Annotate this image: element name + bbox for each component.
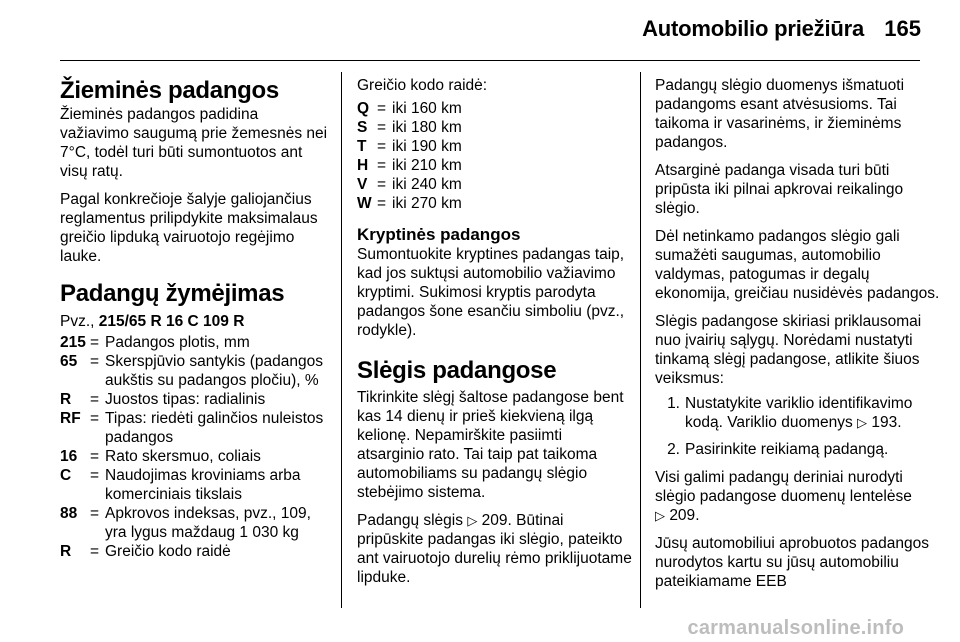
example-code: 215/65 R 16 C 109 R xyxy=(98,313,245,330)
definition-row xyxy=(60,466,330,504)
definition-row xyxy=(60,447,330,466)
equals-sign: = xyxy=(90,391,100,408)
column-1 xyxy=(60,62,330,561)
speed-letter: S xyxy=(357,119,368,136)
definition-text: Tipas: riedėti galinčios nuleistos padangos xyxy=(105,410,324,446)
definition-text: Greičio kodo raidė xyxy=(105,543,231,560)
definition-text: Juostos tipas: radialinis xyxy=(105,391,266,408)
step-text: Pasirinkite reikiamą padangą. xyxy=(685,441,889,458)
equals-sign: = xyxy=(90,334,100,351)
definition-row xyxy=(60,409,330,447)
equals-sign: = xyxy=(90,410,100,427)
definition-row xyxy=(60,352,330,390)
definition-row xyxy=(60,333,330,352)
speed-letter: Q xyxy=(357,100,370,117)
speed-row xyxy=(357,99,632,118)
list-item xyxy=(655,394,940,432)
speed-letter: T xyxy=(357,138,367,155)
definition-text: Apkrovos indeksas, pvz., 109, yra lygus maždaug 1 030 kg xyxy=(105,505,311,541)
example-prefix: Pvz., xyxy=(60,313,99,330)
definition-text: Naudojimas kroviniams arba komerciniais tikslais xyxy=(105,467,301,503)
definition-row xyxy=(60,504,330,542)
tyre-pressure-heading: Slėgis padangose xyxy=(357,357,557,384)
text-segment: Nustatykite variklio identifikavimo kodą. Variklio duomenys xyxy=(685,395,913,431)
column-divider-1 xyxy=(341,72,342,608)
speed-limit: iki 190 km xyxy=(392,138,462,155)
directional-tyres-heading: Kryptinės padangos xyxy=(357,225,521,244)
page-reference[interactable]: 209 xyxy=(481,512,508,529)
speed-row xyxy=(357,137,632,156)
spare-tyre-paragraph: Atsarginė padanga visada turi būti pripūsta iki pilnai apkrovai reikalingo slėgio. xyxy=(655,162,904,217)
equals-sign: = xyxy=(90,467,100,484)
equals-sign: = xyxy=(377,100,387,117)
definition-term: R xyxy=(60,391,72,408)
definition-term: R xyxy=(60,543,72,560)
tyre-marking-example xyxy=(60,312,330,331)
speed-letter: V xyxy=(357,176,368,193)
definition-term: 88 xyxy=(60,505,78,522)
winter-tyres-paragraph-1: Žieminės padangos padidina važiavimo saugumą prie žemesnės nei 7°C, todėl turi būti sumontuotos ant visų ratų. xyxy=(60,106,328,180)
text-segment: Visi galimi padangų deriniai nurodyti slėgio padangose duomenų lentelėse xyxy=(655,469,912,505)
pressure-data-paragraph: Padangų slėgio duomenys išmatuoti padangoms esant atvėsusioms. Tai taikoma ir vasarinėms, ir žieminėms padangos. xyxy=(655,77,905,151)
equals-sign: = xyxy=(377,157,387,174)
speed-row xyxy=(357,156,632,175)
equals-sign: = xyxy=(90,543,100,560)
equals-sign: = xyxy=(90,505,100,522)
definition-text: Rato skersmuo, coliais xyxy=(105,448,261,465)
page-number: 165 xyxy=(884,16,921,41)
definition-term: 65 xyxy=(60,353,78,370)
definition-term: C xyxy=(60,467,72,484)
step-number: 2. xyxy=(667,441,680,458)
speed-row xyxy=(357,194,632,213)
watermark: carmanualsonline.info xyxy=(687,617,904,639)
header-divider xyxy=(60,60,920,61)
pressure-varies-paragraph: Slėgis padangose skiriasi priklausomai nuo įvairių sąlygų. Norėdami nustatyti tinkamą slėgį padangose, atlikite šiuos veiksmus: xyxy=(655,313,922,387)
winter-tyres-heading: Žieminės padangos xyxy=(60,77,279,104)
speed-limit: iki 270 km xyxy=(392,195,462,212)
page-title: Automobilio priežiūra xyxy=(642,16,864,41)
definition-row xyxy=(60,390,330,409)
column-2 xyxy=(357,62,632,596)
definition-text: Padangos plotis, mm xyxy=(105,334,250,351)
page-reference[interactable]: 193 xyxy=(871,414,898,431)
speed-row xyxy=(357,118,632,137)
definition-term: RF xyxy=(60,410,81,427)
column-3 xyxy=(655,62,940,600)
tyre-marking-definitions xyxy=(60,333,330,561)
page-header xyxy=(0,0,960,62)
speed-limit: iki 240 km xyxy=(392,176,462,193)
combinations-paragraph xyxy=(655,468,940,525)
tyre-marking-heading: Padangų žymėjimas xyxy=(60,280,285,307)
speed-row xyxy=(357,175,632,194)
definition-term: 215 xyxy=(60,334,86,351)
equals-sign: = xyxy=(90,353,100,370)
equals-sign: = xyxy=(377,195,387,212)
speed-limit: iki 160 km xyxy=(392,100,462,117)
speed-letter: W xyxy=(357,195,372,212)
equals-sign: = xyxy=(90,448,100,465)
definition-text: Skerspjūvio santykis (padangos aukštis su padangos pločiu), % xyxy=(105,353,323,389)
page-reference-icon: ▷ xyxy=(467,513,478,528)
speed-letter: H xyxy=(357,157,369,174)
incorrect-pressure-paragraph: Dėl netinkamo padangos slėgio gali sumažėti saugumas, automobilio valdymas, patogumas ir degalų ekonomija, greičiau nusidėvės padangos. xyxy=(655,228,940,302)
page-reference[interactable]: 209 xyxy=(669,507,696,524)
pressure-steps-list xyxy=(655,394,940,459)
speed-code-intro: Greičio kodo raidė: xyxy=(357,77,488,94)
definition-term: 16 xyxy=(60,448,78,465)
list-item xyxy=(655,440,940,459)
text-segment: . Būtinai pripūskite padangas iki slėgio, pateikto ant vairuotojo durelių rėmo priklijuotame lipduke. xyxy=(357,512,632,586)
approved-tyres-paragraph: Jūsų automobiliui aprobuotos padangos nurodytos kartu su jūsų automobiliu pateikiamame EEB xyxy=(655,535,930,590)
page-reference-icon: ▷ xyxy=(857,415,868,430)
equals-sign: = xyxy=(377,119,387,136)
speed-code-list xyxy=(357,99,632,213)
step-number: 1. xyxy=(667,395,680,412)
definition-row xyxy=(60,542,330,561)
speed-limit: iki 210 km xyxy=(392,157,462,174)
text-segment: Padangų slėgis xyxy=(357,512,468,529)
equals-sign: = xyxy=(377,176,387,193)
tyre-pressure-paragraph-2 xyxy=(357,511,632,587)
text-segment: . xyxy=(897,414,902,431)
column-divider-2 xyxy=(640,72,641,608)
text-segment: . xyxy=(695,507,700,524)
directional-tyres-paragraph: Sumontuokite kryptines padangas taip, kad jos suktųsi automobilio važiavimo kryptimi. Sukimosi kryptis parodyta padangos šone esančiu simboliu (pvz., rodykle). xyxy=(357,246,625,339)
page-reference-icon: ▷ xyxy=(655,508,665,523)
equals-sign: = xyxy=(377,138,387,155)
tyre-pressure-paragraph-1: Tikrinkite slėgį šaltose padangose bent kas 14 dienų ir prieš kiekvieną ilgą kelionę. Nepamirškite pasiimti atsarginio rato. Tai taip pat taikoma automobiliams su padangų slėgio stebėjimo sistema. xyxy=(357,389,624,501)
step-text xyxy=(685,394,940,432)
winter-tyres-paragraph-2: Pagal konkrečioje šalyje galiojančius reglamentus prilipdykite maksimalaus greičio lipduką vairuotojo regėjimo lauke. xyxy=(60,191,318,265)
speed-limit: iki 180 km xyxy=(392,119,462,136)
